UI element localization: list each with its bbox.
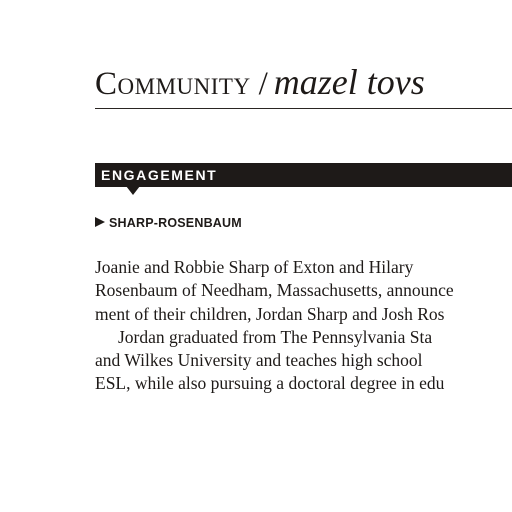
category-banner (95, 163, 512, 187)
section-header (95, 64, 425, 101)
body-line: ESL, while also pursuing a doctoral degree in edu (95, 373, 445, 394)
announcement-heading (95, 216, 242, 230)
announcement-name: SHARP-ROSENBAUM (109, 216, 242, 230)
body-line: Joanie and Robbie Sharp of Exton and Hilary (95, 257, 414, 277)
category-label: ENGAGEMENT (101, 167, 218, 183)
banner-pointer-icon (126, 186, 140, 195)
body-line: and Wilkes University and teaches high school (95, 350, 423, 371)
section-title: Community (95, 66, 251, 102)
body-line: Jordan graduated from The Pennsylvania Sta (118, 326, 433, 347)
header-rule (95, 108, 512, 109)
section-subtitle: mazel tovs (273, 62, 425, 102)
title-separator: / (258, 66, 268, 102)
body-line: Rosenbaum of Needham, Massachusetts, announce (95, 280, 454, 301)
announcement-body (95, 256, 512, 396)
body-line: ment of their children, Jordan Sharp and Josh Ros (95, 303, 445, 324)
triangle-bullet-icon (95, 217, 105, 227)
